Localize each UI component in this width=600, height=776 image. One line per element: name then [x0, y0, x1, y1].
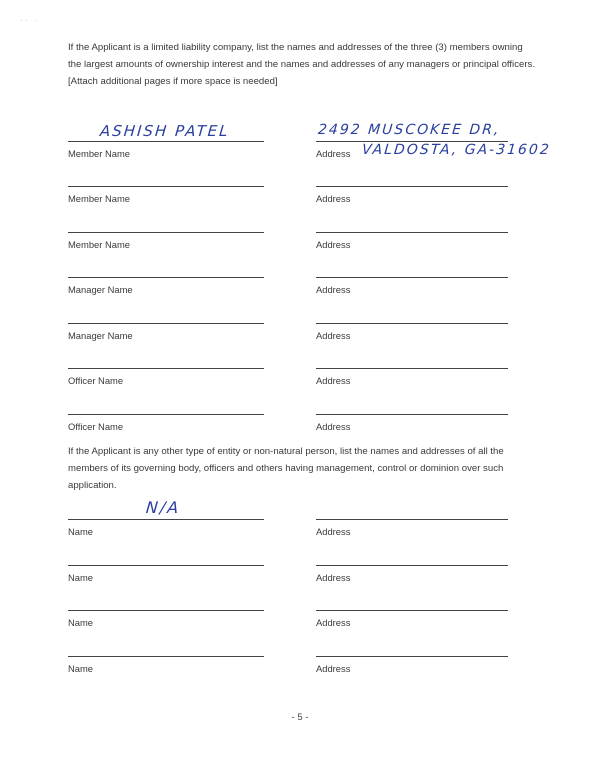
address-value-line2: VALDOSTA, GA-31602 — [361, 142, 552, 158]
address-label: Address — [316, 663, 351, 674]
name-field-line[interactable] — [68, 232, 264, 233]
address-field-line[interactable] — [316, 232, 508, 233]
member-name-value: ASHISH PATEL — [99, 122, 231, 140]
address-field-line[interactable] — [316, 656, 508, 657]
name-label: Name — [68, 663, 94, 674]
address-field-line[interactable] — [316, 323, 508, 324]
address-label: Address — [316, 284, 351, 295]
address-field-line[interactable] — [316, 277, 508, 278]
name-field-line[interactable] — [68, 323, 264, 324]
name-field-line[interactable] — [68, 414, 264, 415]
address-field-line[interactable] — [316, 610, 508, 611]
name-label: Officer Name — [68, 375, 124, 386]
name-label: Member Name — [68, 239, 130, 250]
name-label: Name — [68, 572, 94, 583]
name-field-line[interactable] — [68, 141, 264, 142]
address-label: Address — [316, 239, 351, 250]
name-field-line[interactable] — [68, 277, 264, 278]
address-label: Address — [316, 617, 351, 628]
name-field-line[interactable] — [68, 186, 264, 187]
address-field-line[interactable] — [316, 414, 508, 415]
scan-speck: · · · — [20, 16, 37, 25]
address-label: Address — [316, 421, 351, 432]
name-value: N/A — [145, 498, 182, 517]
name-field-line[interactable] — [68, 565, 264, 566]
address-value-line1: 2492 MUSCOKEE DR, — [317, 122, 502, 138]
address-field-line[interactable] — [316, 565, 508, 566]
name-label: Manager Name — [68, 284, 133, 295]
name-label: Member Name — [68, 148, 130, 159]
name-field-line[interactable] — [68, 656, 264, 657]
llc-instructions: If the Applicant is a limited liability company, list the names and addresses of the three (3) members owning the largest amounts of ownership interest and the names and addresses of any managers or principal officers. [Attach additional pages if more space is needed] — [68, 42, 535, 87]
name-field-line[interactable] — [68, 610, 264, 611]
address-field-line[interactable] — [316, 519, 508, 520]
address-label: Address — [316, 375, 351, 386]
address-label: Address — [316, 526, 351, 537]
address-field-line[interactable] — [316, 186, 508, 187]
address-label: Address — [316, 148, 351, 159]
name-label: Name — [68, 617, 94, 628]
name-label: Officer Name — [68, 421, 124, 432]
address-label: Address — [316, 572, 351, 583]
address-label: Address — [316, 193, 351, 204]
other-entity-instructions: If the Applicant is any other type of entity or non-natural person, list the names and addresses of all the members of its governing body, officers and others having management, control or dominion over such application. — [68, 446, 504, 491]
address-field-line[interactable] — [316, 368, 508, 369]
address-label: Address — [316, 330, 351, 341]
name-field-line[interactable] — [68, 519, 264, 520]
name-field-line[interactable] — [68, 368, 264, 369]
name-label: Name — [68, 526, 94, 537]
name-label: Member Name — [68, 193, 130, 204]
page-number: - 5 - — [291, 712, 309, 723]
name-label: Manager Name — [68, 330, 133, 341]
